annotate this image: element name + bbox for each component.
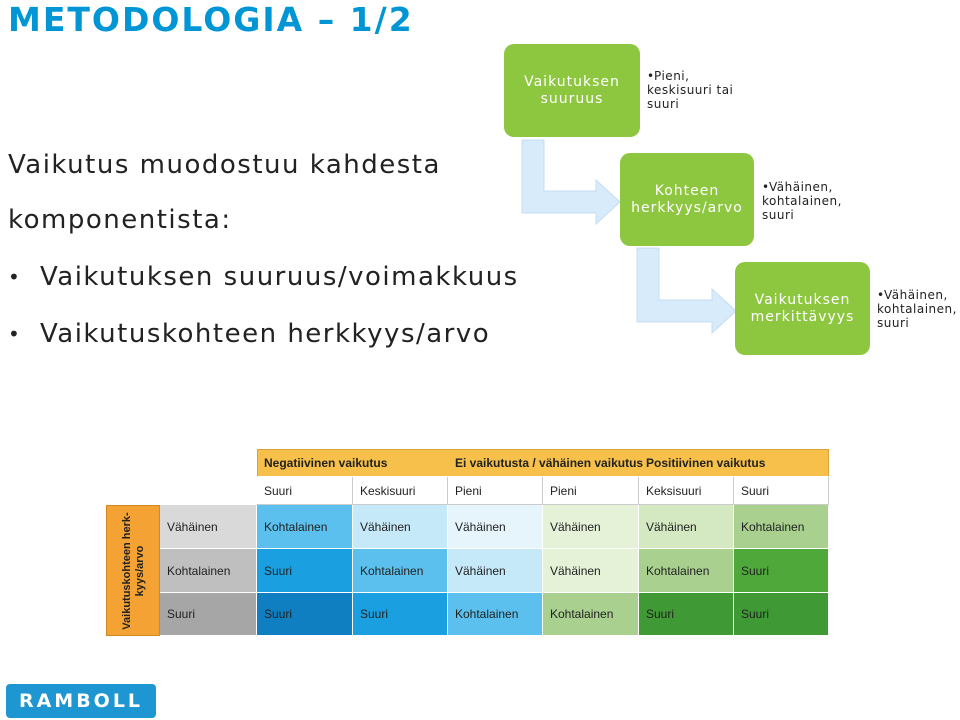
matrix-cell: Suuri [353,593,448,636]
intro-line-2: komponentista: [8,205,232,235]
bullet-text: Vaikutuskohteen herkkyys/arvo [40,319,491,349]
matrix-cell: Vähäinen [639,505,734,549]
matrix-cell: Vähäinen [543,505,639,549]
matrix-top-header: Positiivinen vaikutus [639,449,829,477]
ramboll-logo: RAMBOLL [6,684,156,718]
flow-note-3: •Vähäinen, kohtalainen, suuri [877,288,957,330]
matrix-side-label: Vaikutuskohteen herk- kyys/arvo [106,505,160,636]
bullet-dot: • [8,265,22,289]
matrix-cell: Vähäinen [448,549,543,593]
matrix-size-header: Keksisuuri [639,477,734,505]
matrix-size-header: Suuri [257,477,353,505]
matrix-cell: Suuri [734,593,829,636]
matrix-row-label: Vähäinen [160,505,257,549]
matrix-size-header: Pieni [448,477,543,505]
matrix-top-header: Negatiivinen vaikutus [257,449,448,477]
matrix-row-label: Kohtalainen [160,549,257,593]
matrix-size-header: Suuri [734,477,829,505]
flow-note-2: •Vähäinen, kohtalainen, suuri [762,180,842,222]
matrix-cell: Suuri [734,549,829,593]
matrix-cell: Kohtalainen [734,505,829,549]
flow-box-significance: Vaikutuksen merkittävyys [735,262,870,355]
matrix-cell: Vähäinen [448,505,543,549]
matrix-size-header: Keskisuuri [353,477,448,505]
matrix-cell: Kohtalainen [543,593,639,636]
matrix-size-header: Pieni [543,477,639,505]
matrix-cell: Kohtalainen [353,549,448,593]
matrix-cell: Kohtalainen [448,593,543,636]
flow-box-impact-size: Vaikutuksen suuruus [504,44,640,137]
page-title: METODOLOGIA – 1/2 [8,0,414,39]
matrix-cell: Vähäinen [543,549,639,593]
matrix-row-label: Suuri [160,593,257,636]
flow-note-1: •Pieni, keskisuuri tai suuri [647,69,734,111]
matrix-cell: Suuri [257,549,353,593]
matrix-cell: Suuri [257,593,353,636]
intro-line-1: Vaikutus muodostuu kahdesta [8,150,441,180]
matrix-cell: Vähäinen [353,505,448,549]
flow-box-target-sensitivity: Kohteen herkkyys/arvo [620,153,754,246]
matrix-cell: Kohtalainen [639,549,734,593]
bullet-dot: • [8,322,22,346]
matrix-cell: Kohtalainen [257,505,353,549]
matrix-cell: Suuri [639,593,734,636]
matrix-top-header: Ei vaikutusta / vähäinen vaikutus [448,449,639,477]
bullet-text: Vaikutuksen suuruus/voimakkuus [40,262,519,292]
